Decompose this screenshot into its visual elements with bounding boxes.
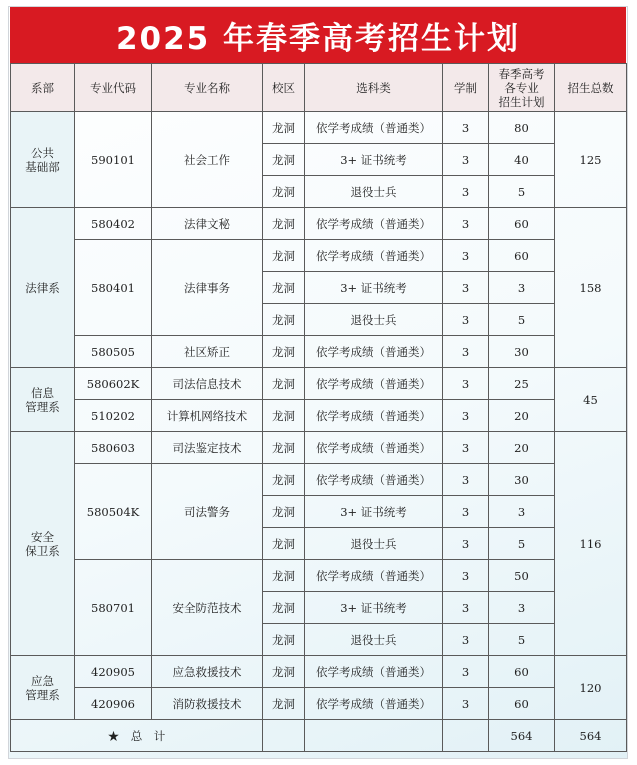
campus-cell: 龙洞 xyxy=(263,240,305,272)
category-cell: 依学考成绩（普通类） xyxy=(305,368,443,400)
years-cell: 3 xyxy=(443,432,489,464)
header-total: 招生总数 xyxy=(555,64,627,112)
plan-cell: 5 xyxy=(489,624,555,656)
years-cell: 3 xyxy=(443,560,489,592)
dept-total: 45 xyxy=(555,368,627,432)
header-major: 专业名称 xyxy=(152,64,263,112)
category-cell: 3+ 证书统考 xyxy=(305,272,443,304)
dept-cell xyxy=(11,112,75,208)
category-cell: 依学考成绩（普通类） xyxy=(305,400,443,432)
category-cell: 退役士兵 xyxy=(305,304,443,336)
category-cell: 依学考成绩（普通类） xyxy=(305,336,443,368)
major-code: 580602K xyxy=(75,368,152,400)
campus-cell: 龙洞 xyxy=(263,368,305,400)
years-cell: 3 xyxy=(443,528,489,560)
plan-cell: 3 xyxy=(489,592,555,624)
major-code: 510202 xyxy=(75,400,152,432)
table-row xyxy=(11,688,627,720)
table-row xyxy=(11,208,627,240)
campus-cell: 龙洞 xyxy=(263,400,305,432)
category-cell: 依学考成绩（普通类） xyxy=(305,240,443,272)
plan-cell: 3 xyxy=(489,496,555,528)
years-cell: 3 xyxy=(443,208,489,240)
dept-name-line: 应急 xyxy=(31,673,54,688)
dept-total: 116 xyxy=(555,432,627,656)
category-cell: 3+ 证书统考 xyxy=(305,144,443,176)
major-name: 司法鉴定技术 xyxy=(152,432,263,464)
years-cell: 3 xyxy=(443,592,489,624)
plan-cell: 60 xyxy=(489,208,555,240)
plan-cell: 60 xyxy=(489,240,555,272)
major-code: 420905 xyxy=(75,656,152,688)
plan-cell: 30 xyxy=(489,336,555,368)
dept-cell xyxy=(11,368,75,432)
dept-name-line: 法律系 xyxy=(25,280,60,295)
total-plan-sum: 564 xyxy=(489,720,555,752)
major-name: 消防救援技术 xyxy=(152,688,263,720)
plan-cell: 25 xyxy=(489,368,555,400)
years-cell: 3 xyxy=(443,112,489,144)
dept-name-line: 信息 xyxy=(31,385,54,400)
campus-cell: 龙洞 xyxy=(263,144,305,176)
enrollment-plan-table xyxy=(10,63,627,752)
major-code: 420906 xyxy=(75,688,152,720)
years-cell: 3 xyxy=(443,496,489,528)
plan-cell: 5 xyxy=(489,176,555,208)
years-cell: 3 xyxy=(443,656,489,688)
years-cell: 3 xyxy=(443,304,489,336)
dept-total: 158 xyxy=(555,208,627,368)
campus-cell: 龙洞 xyxy=(263,528,305,560)
category-cell: 退役士兵 xyxy=(305,176,443,208)
table-row xyxy=(11,560,627,592)
header-years: 学制 xyxy=(443,64,489,112)
table-row xyxy=(11,400,627,432)
total-empty-cell xyxy=(305,720,443,752)
major-code: 590101 xyxy=(75,112,152,208)
plan-cell: 5 xyxy=(489,528,555,560)
category-cell: 退役士兵 xyxy=(305,528,443,560)
plan-cell: 80 xyxy=(489,112,555,144)
category-cell: 依学考成绩（普通类） xyxy=(305,208,443,240)
total-label: ★ 总 计 xyxy=(11,720,263,752)
category-cell: 退役士兵 xyxy=(305,624,443,656)
campus-cell: 龙洞 xyxy=(263,656,305,688)
dept-name-line: 管理系 xyxy=(25,399,60,414)
table-row xyxy=(11,240,627,272)
major-name: 法律事务 xyxy=(152,240,263,336)
header-plan xyxy=(489,64,555,112)
table-row xyxy=(11,464,627,496)
dept-cell xyxy=(11,432,75,656)
plan-cell: 3 xyxy=(489,272,555,304)
total-row xyxy=(11,720,627,752)
category-cell: 依学考成绩（普通类） xyxy=(305,464,443,496)
table-row xyxy=(11,112,627,144)
total-grand: 564 xyxy=(555,720,627,752)
years-cell: 3 xyxy=(443,400,489,432)
dept-name-line: 管理系 xyxy=(25,687,60,702)
major-code: 580701 xyxy=(75,560,152,656)
campus-cell: 龙洞 xyxy=(263,176,305,208)
campus-cell: 龙洞 xyxy=(263,304,305,336)
total-empty-cell xyxy=(443,720,489,752)
dept-cell xyxy=(11,656,75,720)
dept-name-line: 公共 xyxy=(31,145,54,160)
campus-cell: 龙洞 xyxy=(263,208,305,240)
campus-cell: 龙洞 xyxy=(263,464,305,496)
table-row xyxy=(11,336,627,368)
category-cell: 3+ 证书统考 xyxy=(305,592,443,624)
years-cell: 3 xyxy=(443,688,489,720)
major-name: 安全防范技术 xyxy=(152,560,263,656)
major-name: 计算机网络技术 xyxy=(152,400,263,432)
table-row xyxy=(11,368,627,400)
category-cell: 依学考成绩（普通类） xyxy=(305,432,443,464)
campus-cell: 龙洞 xyxy=(263,560,305,592)
plan-cell: 20 xyxy=(489,432,555,464)
header-campus: 校区 xyxy=(263,64,305,112)
campus-cell: 龙洞 xyxy=(263,592,305,624)
campus-cell: 龙洞 xyxy=(263,112,305,144)
category-cell: 3+ 证书统考 xyxy=(305,496,443,528)
campus-cell: 龙洞 xyxy=(263,272,305,304)
category-cell: 依学考成绩（普通类） xyxy=(305,560,443,592)
major-code: 580401 xyxy=(75,240,152,336)
years-cell: 3 xyxy=(443,336,489,368)
major-name: 司法警务 xyxy=(152,464,263,560)
plan-cell: 5 xyxy=(489,304,555,336)
plan-cell: 50 xyxy=(489,560,555,592)
plan-cell: 40 xyxy=(489,144,555,176)
major-name: 法律文秘 xyxy=(152,208,263,240)
dept-total: 125 xyxy=(555,112,627,208)
category-cell: 依学考成绩（普通类） xyxy=(305,656,443,688)
major-code: 580603 xyxy=(75,432,152,464)
total-empty-cell xyxy=(263,720,305,752)
table-header-row xyxy=(11,64,627,112)
table-row xyxy=(11,656,627,688)
years-cell: 3 xyxy=(443,624,489,656)
major-name: 应急救援技术 xyxy=(152,656,263,688)
dept-total: 120 xyxy=(555,656,627,720)
plan-cell: 20 xyxy=(489,400,555,432)
category-cell: 依学考成绩（普通类） xyxy=(305,112,443,144)
campus-cell: 龙洞 xyxy=(263,688,305,720)
category-cell: 依学考成绩（普通类） xyxy=(305,688,443,720)
years-cell: 3 xyxy=(443,272,489,304)
campus-cell: 龙洞 xyxy=(263,336,305,368)
major-name: 司法信息技术 xyxy=(152,368,263,400)
campus-cell: 龙洞 xyxy=(263,624,305,656)
campus-cell: 龙洞 xyxy=(263,432,305,464)
years-cell: 3 xyxy=(443,144,489,176)
header-plan-line1: 春季高考 xyxy=(498,66,545,81)
years-cell: 3 xyxy=(443,176,489,208)
page-title: 2025 年春季高考招生计划 xyxy=(10,7,626,63)
dept-cell xyxy=(11,208,75,368)
dept-name-line: 安全 xyxy=(31,529,54,544)
header-category: 选科类 xyxy=(305,64,443,112)
plan-cell: 60 xyxy=(489,688,555,720)
dept-name-line: 基础部 xyxy=(25,159,60,174)
table-row xyxy=(11,432,627,464)
header-plan-line3: 招生计划 xyxy=(498,94,545,109)
years-cell: 3 xyxy=(443,464,489,496)
header-plan-line2: 各专业 xyxy=(504,80,539,95)
years-cell: 3 xyxy=(443,240,489,272)
campus-cell: 龙洞 xyxy=(263,496,305,528)
dept-name-line: 保卫系 xyxy=(25,543,60,558)
major-name: 社区矫正 xyxy=(152,336,263,368)
plan-cell: 60 xyxy=(489,656,555,688)
plan-cell: 30 xyxy=(489,464,555,496)
years-cell: 3 xyxy=(443,368,489,400)
major-name: 社会工作 xyxy=(152,112,263,208)
major-code: 580505 xyxy=(75,336,152,368)
header-code: 专业代码 xyxy=(75,64,152,112)
header-dept: 系部 xyxy=(11,64,75,112)
major-code: 580504K xyxy=(75,464,152,560)
major-code: 580402 xyxy=(75,208,152,240)
